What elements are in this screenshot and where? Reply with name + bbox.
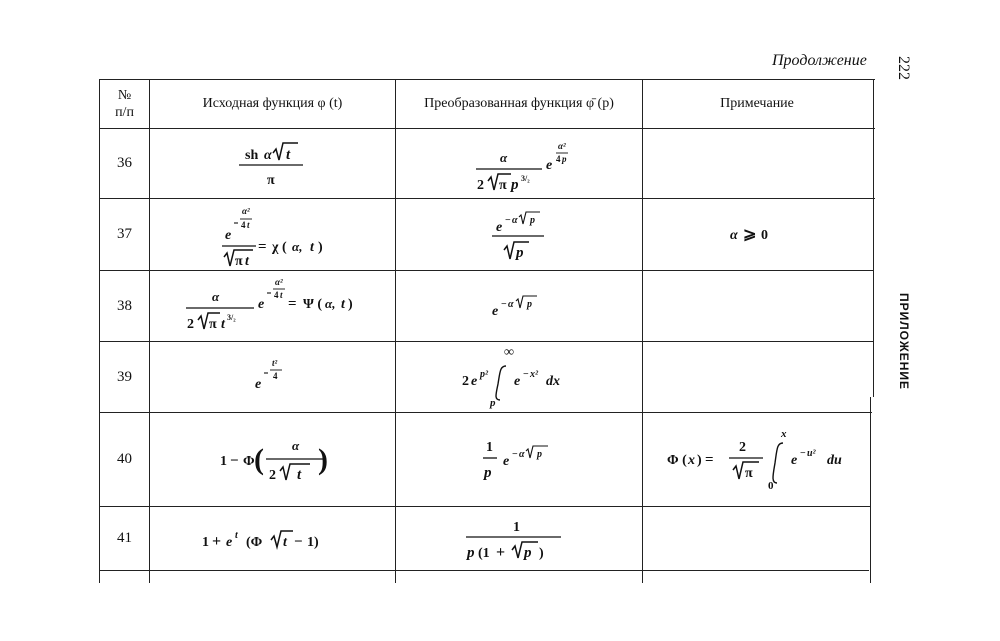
svg-text:π: π	[745, 466, 753, 481]
svg-text:α,: α,	[325, 296, 336, 311]
formula-transformed-41	[396, 507, 642, 570]
svg-text:e: e	[514, 374, 521, 389]
svg-text:p: p	[524, 545, 532, 561]
svg-text:(Φ: (Φ	[246, 535, 263, 550]
svg-text:e: e	[258, 297, 265, 312]
svg-text:x²: x²	[530, 369, 538, 380]
svg-text:p: p	[484, 465, 492, 481]
svg-text:1: 1	[486, 440, 493, 455]
svg-text:1): 1)	[307, 535, 319, 550]
column-header-number	[100, 80, 149, 128]
svg-text:t: t	[280, 290, 283, 300]
svg-text:dx: dx	[546, 374, 560, 389]
svg-text:χ (: χ (	[272, 240, 287, 255]
svg-text:α²: α²	[558, 141, 566, 151]
svg-text:π: π	[267, 173, 275, 188]
svg-text:t: t	[341, 297, 345, 312]
formula-transformed-37	[396, 199, 642, 270]
formula-transformed-38	[396, 271, 642, 341]
svg-text:e: e	[791, 453, 798, 468]
column-header-number-line1: №	[117, 88, 132, 103]
svg-text:p: p	[516, 245, 524, 261]
row-number: 41	[117, 530, 132, 546]
svg-text:t: t	[221, 317, 225, 332]
svg-text:p: p	[527, 299, 532, 310]
svg-text:2: 2	[269, 468, 276, 483]
svg-text:): )	[348, 297, 353, 312]
formula-original-40	[150, 413, 395, 506]
formula-transformed-39	[396, 342, 642, 412]
svg-text:−: −	[800, 448, 806, 459]
svg-text:2: 2	[187, 317, 194, 332]
svg-text:π: π	[209, 317, 217, 332]
svg-text:=: =	[258, 239, 267, 255]
svg-text:t: t	[283, 535, 287, 550]
svg-text:1: 1	[513, 520, 520, 535]
svg-text:p²: p²	[480, 369, 488, 380]
svg-text:p: p	[562, 154, 567, 164]
svg-text:(1: (1	[478, 546, 490, 561]
svg-text:π: π	[235, 254, 243, 269]
continuation-label: Продолжение	[772, 52, 867, 69]
svg-text:0: 0	[768, 480, 774, 492]
svg-text:p: p	[490, 397, 496, 409]
formula-transformed-40	[396, 413, 642, 506]
svg-text:t: t	[297, 467, 302, 483]
svg-text:α²: α²	[275, 277, 283, 287]
svg-text:3/₂: 3/₂	[227, 313, 236, 322]
svg-text:+: +	[496, 544, 506, 561]
svg-text:e: e	[492, 304, 499, 319]
svg-text:α²: α²	[242, 206, 250, 216]
svg-text:e: e	[226, 535, 233, 550]
table-right-border	[873, 79, 874, 397]
note-40	[643, 413, 871, 506]
svg-text:+: +	[212, 533, 222, 550]
svg-text:): )	[318, 240, 323, 255]
svg-text:α: α	[500, 150, 508, 165]
row-number: 37	[117, 226, 132, 242]
svg-text:=: =	[705, 452, 714, 468]
svg-text:x: x	[781, 428, 787, 440]
svg-text:Φ: Φ	[243, 454, 255, 469]
svg-text:−: −	[512, 449, 518, 460]
svg-text:α: α	[512, 215, 518, 226]
formula-original-36	[150, 129, 395, 198]
svg-text:α: α	[730, 228, 738, 243]
svg-text:4: 4	[273, 371, 278, 381]
svg-text:e: e	[225, 228, 232, 243]
svg-text:α: α	[519, 449, 525, 460]
svg-text:=: =	[288, 296, 297, 312]
svg-text:α: α	[292, 438, 300, 453]
svg-text:): )	[697, 453, 702, 468]
svg-text:x: x	[688, 453, 695, 468]
svg-text:π: π	[499, 178, 507, 193]
svg-text:): )	[539, 546, 544, 561]
svg-text:1: 1	[220, 454, 227, 469]
column-header-original: Исходная функция φ (t)	[202, 96, 343, 111]
svg-text:4: 4	[556, 154, 561, 164]
svg-text:4: 4	[241, 220, 246, 230]
svg-text:2: 2	[739, 440, 746, 455]
column-divider	[642, 79, 643, 583]
row-number: 36	[117, 155, 132, 171]
svg-text:4: 4	[274, 290, 279, 300]
formula-transformed-36	[396, 129, 642, 198]
svg-text:α,: α,	[292, 239, 303, 254]
svg-text:t: t	[235, 530, 238, 541]
row-number: 40	[117, 451, 132, 467]
svg-text:⩾: ⩾	[743, 226, 757, 243]
svg-text:u²: u²	[807, 448, 816, 459]
svg-text:−: −	[294, 534, 303, 550]
svg-text:2: 2	[477, 178, 484, 193]
svg-text:p: p	[537, 449, 542, 460]
svg-text:0: 0	[761, 228, 768, 243]
svg-text:): )	[318, 443, 328, 476]
row-number: 38	[117, 297, 132, 314]
formula-original-39	[150, 342, 395, 412]
formula-original-37	[150, 199, 395, 270]
svg-text:e: e	[471, 374, 478, 389]
formula-original-38	[150, 271, 395, 341]
svg-text:t: t	[286, 147, 291, 163]
svg-text:α: α	[264, 148, 272, 163]
svg-text:sh: sh	[245, 148, 259, 163]
svg-text:e: e	[503, 454, 510, 469]
svg-text:p: p	[511, 177, 519, 193]
svg-text:t: t	[310, 240, 314, 255]
column-header-transformed: Преобразованная функция φ̄ (p)	[424, 96, 614, 111]
svg-text:1: 1	[202, 535, 209, 550]
svg-text:(: (	[254, 443, 264, 476]
svg-text:−: −	[523, 369, 529, 380]
row-divider	[99, 570, 869, 571]
svg-text:p: p	[467, 545, 475, 561]
svg-text:−: −	[230, 453, 239, 469]
note-37	[643, 199, 871, 270]
svg-text:du: du	[827, 453, 842, 468]
svg-text:3/₂: 3/₂	[521, 174, 530, 183]
svg-text:Ψ (: Ψ (	[303, 297, 323, 312]
svg-text:t: t	[245, 254, 249, 269]
svg-text:−: −	[505, 215, 511, 226]
svg-text:p: p	[530, 215, 535, 226]
side-section-label: ПРИЛОЖЕНИЕ	[897, 293, 911, 390]
row-number: 39	[117, 368, 132, 385]
svg-text:α: α	[508, 299, 514, 310]
svg-text:e: e	[255, 377, 262, 392]
svg-text:e: e	[496, 220, 503, 235]
svg-text:Φ (: Φ (	[667, 453, 687, 468]
formula-original-41	[150, 507, 395, 570]
svg-text:−: −	[501, 299, 507, 310]
svg-text:2: 2	[462, 374, 469, 389]
svg-text:∞: ∞	[504, 345, 514, 360]
column-header-note: Примечание	[720, 96, 794, 111]
svg-text:t²: t²	[272, 358, 278, 368]
svg-text:α: α	[212, 289, 220, 304]
svg-text:e: e	[546, 158, 553, 173]
page-number: 222	[895, 56, 912, 80]
svg-text:t: t	[247, 220, 250, 230]
column-header-number-line2: п/п	[115, 105, 134, 120]
